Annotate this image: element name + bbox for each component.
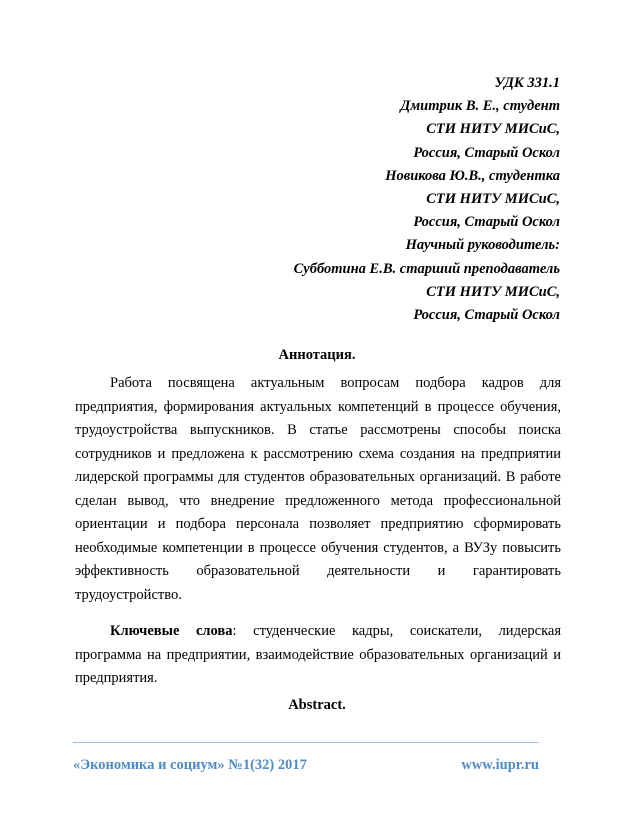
supervisor-location: Россия, Старый Оскол xyxy=(413,307,560,324)
supervisor-label: Научный руководитель: xyxy=(405,237,560,254)
author-1-name: Дмитрик В. Е., студент xyxy=(400,98,560,115)
footer-website[interactable]: www.iupr.ru xyxy=(461,757,539,773)
keywords-paragraph xyxy=(75,620,561,691)
annotation-paragraph: Работа посвящена актуальным вопросам подбора кадров для предприятия, формирования актуальных компетенций в процессе обучения, трудоустройства выпускников. В статье рассмотрены способы поиска сотрудников и предложена к рассмотрению схема создания на предприятии лидерской программы для студентов образовательных организаций. В работе сделан вывод, что внедрение предложенного метода профессиональной ориентации и подбора персонала позволяет предприятию сформировать необходимые компетенции в процессе обучения студентов, а ВУЗу повысить эффективность образовательной деятельности и гарантировать трудоустройство. xyxy=(75,375,561,603)
author-2-institution: СТИ НИТУ МИСиС, xyxy=(426,191,560,208)
keywords-label: Ключевые слова xyxy=(110,623,233,639)
supervisor-name: Субботина Е.В. старший преподаватель xyxy=(293,260,560,277)
annotation-title: Аннотация. xyxy=(278,347,356,363)
footer-journal: «Экономика и социум» №1(32) 2017 xyxy=(73,757,307,773)
author-1-institution: СТИ НИТУ МИСиС, xyxy=(426,121,560,138)
supervisor-institution: СТИ НИТУ МИСиС, xyxy=(426,283,560,300)
author-2-name: Новикова Ю.В., студентка xyxy=(385,167,560,184)
keywords-text: студенческие кадры, соискатели, лидерская программа на предприятии, взаимодействие образовательных организаций и предприятия. xyxy=(75,623,561,686)
author-affiliation-block xyxy=(80,72,560,327)
author-2-location: Россия, Старый Оскол xyxy=(413,214,560,231)
udc-code: УДК 331.1 xyxy=(494,75,560,91)
keywords-separator: : xyxy=(232,623,237,639)
abstract-title: Abstract. xyxy=(288,697,346,713)
author-1-location: Россия, Старый Оскол xyxy=(413,144,560,161)
footer-divider xyxy=(73,742,539,743)
